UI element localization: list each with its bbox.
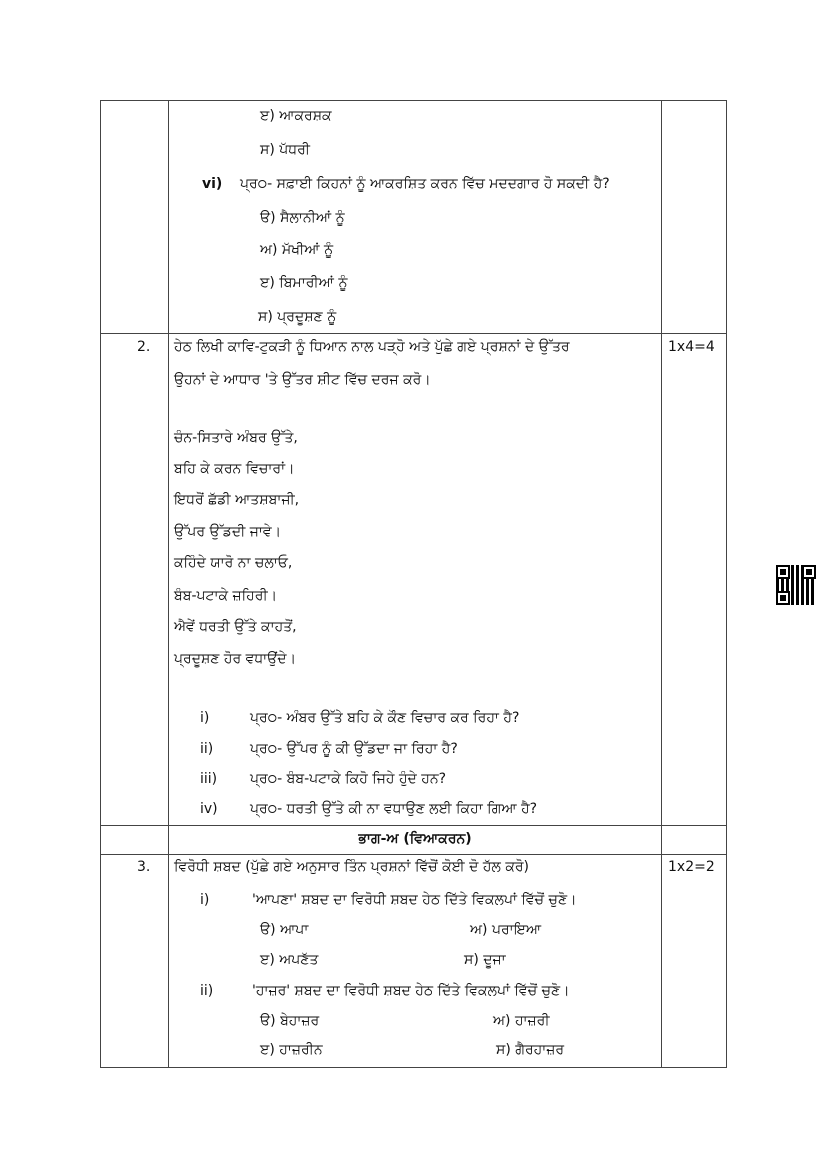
section-header: ਭਾਗ-ਅ (ਵਿਆਕਰਨ) [358, 831, 472, 847]
option: ੳ) ਬੇਹਾਜ਼ਰ [260, 1013, 320, 1029]
option: ੲ) ਬਿਮਾਰੀਆਂ ਨੂੰ [260, 275, 348, 291]
poem-line: ਕਹਿੰਦੇ ਯਾਰੋ ਨਾ ਚਲਾਓ, [174, 555, 293, 571]
poem-line: ਪ੍ਰਦੂਸ਼ਣ ਹੋਰ ਵਧਾਉਂਦੇ। [174, 651, 297, 667]
question-text: ਪ੍ਰ੦- ਉੱਪਰ ਨੂੰ ਕੀ ਉੱਡਦਾ ਜਾ ਰਿਹਾ ਹੈ? [250, 741, 458, 757]
row-divider [100, 854, 727, 855]
instruction: ਉਹਨਾਂ ਦੇ ਆਧਾਰ 'ਤੇ ਉੱਤਰ ਸ਼ੀਟ ਵਿੱਚ ਦਰਜ ਕਰੋ। [174, 372, 431, 388]
poem-line: ਬਹਿ ਕੇ ਕਰਨ ਵਿਚਾਰਾਂ। [174, 461, 295, 477]
question-text: 'ਹਾਜ਼ਰ' ਸ਼ਬਦ ਦਾ ਵਿਰੋਧੀ ਸ਼ਬਦ ਹੇਠ ਦਿੱਤੇ ਵਿਕਲਪਾਂ ਵਿੱਚੋਂ ਚੁਣੋ। [252, 983, 570, 999]
option: ੳ) ਆਪਾ [260, 922, 309, 938]
poem-line: ਉੱਪਰ ਉੱਡਦੀ ਜਾਵੇ। [174, 524, 282, 540]
question-number: ii) [200, 983, 214, 999]
column-divider [661, 100, 662, 1068]
question-text: ਪ੍ਰ੦- ਸਫ਼ਾਈ ਕਿਹਨਾਂ ਨੂੰ ਆਕਰਸ਼ਿਤ ਕਰਨ ਵਿੱਚ ਮਦਦਗਾਰ ਹੋ ਸਕਦੀ ਹੈ? [240, 176, 610, 192]
qr-code-icon [776, 565, 816, 605]
table-border-left [100, 100, 101, 1068]
question-number: i) [200, 710, 210, 726]
option: ੳ) ਸੈਲਾਨੀਆਂ ਨੂੰ [260, 210, 345, 226]
table-border-bottom [100, 1067, 727, 1068]
question-text: 'ਆਪਣਾ' ਸ਼ਬਦ ਦਾ ਵਿਰੋਧੀ ਸ਼ਬਦ ਹੇਠ ਦਿੱਤੇ ਵਿਕਲਪਾਂ ਵਿੱਚੋਂ ਚੁਣੋ। [252, 892, 577, 908]
option: ਅ) ਹਾਜ਼ਰੀ [493, 1013, 550, 1029]
table-border-top [100, 100, 727, 101]
option: ਸ) ਦੂਜਾ [464, 952, 506, 968]
option: ੲ) ਅਪਣੱਤ [260, 952, 319, 968]
poem-line: ਚੰਨ-ਸਿਤਾਰੇ ਅੰਬਰ ਉੱਤੇ, [174, 430, 298, 446]
row-divider [100, 333, 727, 334]
question-text: ਪ੍ਰ੦- ਧਰਤੀ ਉੱਤੇ ਕੀ ਨਾ ਵਧਾਉਣ ਲਈ ਕਿਹਾ ਗਿਆ ਹੈ? [250, 801, 538, 817]
question-text: ਪ੍ਰ੦- ਬੰਬ-ਪਟਾਕੇ ਕਿਹੋ ਜਿਹੇ ਹੁੰਦੇ ਹਨ? [250, 771, 447, 787]
instruction: ਵਿਰੋਧੀ ਸ਼ਬਦ (ਪੁੱਛੇ ਗਏ ਅਨੁਸਾਰ ਤਿੰਨ ਪ੍ਰਸ਼ਨਾਂ ਵਿੱਚੋਂ ਕੋਈ ਦੋ ਹੱਲ ਕਰੋ) [174, 859, 530, 875]
option: ਸ) ਗੈਰਹਾਜ਼ਰ [496, 1042, 565, 1058]
option: ਅ) ਪਰਾਇਆ [470, 922, 542, 938]
question-text: ਪ੍ਰ੦- ਅੰਬਰ ਉੱਤੇ ਬਹਿ ਕੇ ਕੌਣ ਵਿਚਾਰ ਕਰ ਰਿਹਾ ਹੈ? [250, 710, 520, 726]
question-number: i) [200, 892, 210, 908]
row-divider [100, 825, 727, 826]
poem-line: ਬੰਬ-ਪਟਾਕੇ ਜ਼ਹਿਰੀ। [174, 588, 278, 604]
instruction: ਹੇਠ ਲਿਖੀ ਕਾਵਿ-ਟੁਕੜੀ ਨੂੰ ਧਿਆਨ ਨਾਲ ਪੜ੍ਹੋ ਅਤੇ ਪੁੱਛੇ ਗਏ ਪ੍ਰਸ਼ਨਾਂ ਦੇ ਉੱਤਰ [174, 339, 570, 355]
question-number: ii) [200, 741, 214, 757]
question-number: 3. [137, 859, 151, 875]
option-s: ਸ) ਪੱਧਰੀ [260, 142, 310, 158]
question-number: iii) [200, 771, 218, 787]
marks: 1x2=2 [668, 859, 715, 875]
option: ੲ) ਹਾਜ਼ਰੀਨ [260, 1042, 323, 1058]
question-number: vi) [202, 176, 223, 192]
marks: 1x4=4 [668, 339, 715, 355]
option: ਸ) ਪ੍ਰਦੂਸ਼ਣ ਨੂੰ [258, 309, 337, 325]
option: ਅ) ਮੱਖੀਆਂ ਨੂੰ [260, 242, 334, 258]
column-divider [168, 100, 169, 1068]
option-e: ੲ) ਆਕਰਸ਼ਕ [260, 108, 332, 124]
poem-line: ਐਵੇਂ ਧਰਤੀ ਉੱਤੇ ਕਾਹਤੋਂ, [174, 619, 297, 635]
question-number: iv) [200, 801, 218, 817]
poem-line: ਇਧਰੋਂ ਛੱਡੀ ਆਤਸ਼ਬਾਜੀ, [174, 492, 300, 508]
question-number: 2. [137, 339, 151, 355]
table-border-right [726, 100, 727, 1068]
